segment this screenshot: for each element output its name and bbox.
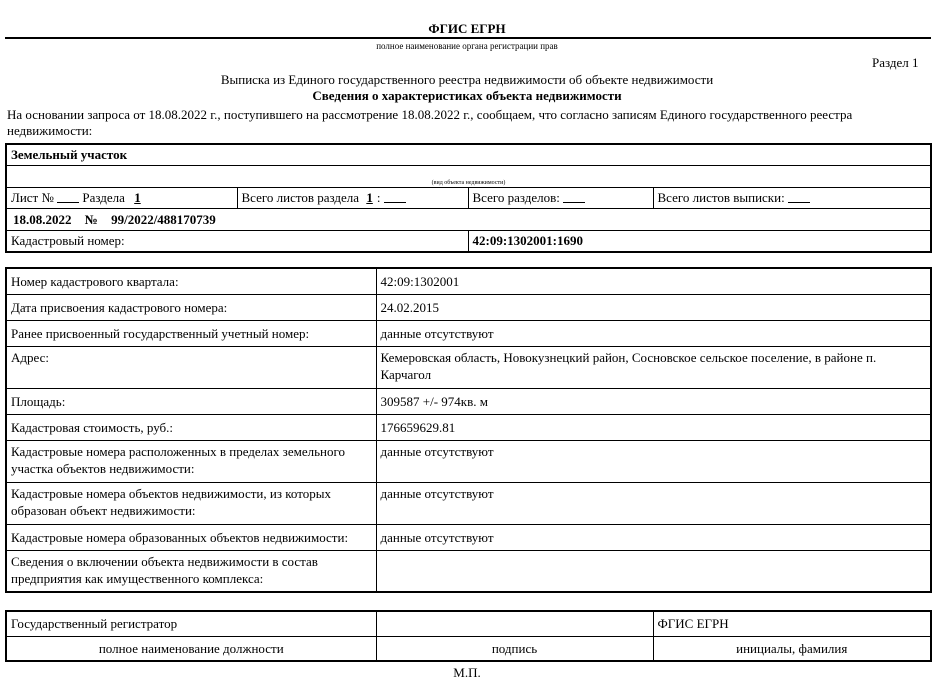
property-label: Ранее присвоенный государственный учетный номер: — [6, 320, 376, 346]
intro-text: На основании запроса от 18.08.2022 г., поступившего на рассмотрение 18.08.2022 г., сообщаем, что согласно записям Единого государственного реестра — [7, 107, 853, 122]
table-row — [6, 414, 931, 440]
property-value: 24.02.2015 — [376, 294, 931, 320]
table-row — [6, 482, 931, 524]
property-value: данные отсутствуют — [376, 524, 931, 550]
total-sheets-label: Всего листов выписки: — [657, 190, 785, 205]
table-row — [6, 388, 931, 414]
table-row — [6, 550, 931, 592]
registrar-position: Государственный регистратор — [6, 611, 376, 636]
date-number-cell — [6, 208, 931, 230]
table-row — [6, 320, 931, 346]
property-value: 309587 +/- 974кв. м — [376, 388, 931, 414]
total-sheets-blank — [788, 190, 810, 203]
section-label: Раздела — [82, 190, 125, 205]
property-label: Дата присвоения кадастрового номера: — [6, 294, 376, 320]
property-value: данные отсутствуют — [376, 320, 931, 346]
stamp-place: М.П. — [453, 665, 481, 680]
signature-field — [376, 611, 653, 636]
property-label: Кадастровые номера образованных объектов недвижимости: — [6, 524, 376, 550]
document-subtitle: Сведения о характеристиках объекта недвижимости — [312, 88, 622, 103]
sheet-number-label: Лист № — [11, 190, 54, 205]
property-value: 176659629.81 — [376, 414, 931, 440]
property-label: Адрес: — [6, 346, 376, 388]
total-sheets-section-blank — [384, 190, 406, 203]
total-sections-blank — [563, 190, 585, 203]
property-value — [376, 550, 931, 592]
organ-underline — [5, 37, 931, 39]
property-value: Кемеровская область, Новокузнецкий район, Сосновское сельское поселение, в районе п. Карчагол — [376, 346, 931, 388]
organ-caption: полное наименование органа регистрации прав — [376, 41, 558, 51]
number-sign: № — [84, 211, 98, 227]
section-value: 1 — [134, 190, 141, 205]
total-sections-cell — [468, 187, 653, 208]
signature-table — [5, 610, 932, 662]
total-sheets-section-value: 1 — [366, 190, 373, 205]
property-label: Кадастровые номера объектов недвижимости, из которых образован объект недвижимости: — [6, 482, 376, 524]
extract-number: 99/2022/488170739 — [111, 211, 216, 227]
cadastral-number-value: 42:09:1302001:1690 — [468, 230, 931, 252]
object-info-table — [5, 143, 932, 253]
property-label: Кадастровая стоимость, руб.: — [6, 414, 376, 440]
name-caption: инициалы, фамилия — [653, 636, 931, 661]
object-type: Земельный участок — [6, 144, 931, 165]
table-row — [6, 294, 931, 320]
property-value: 42:09:1302001 — [376, 268, 931, 294]
position-caption: полное наименование должности — [6, 636, 376, 661]
table-row — [6, 440, 931, 482]
extract-date: 18.08.2022 — [13, 211, 72, 227]
section-number: Раздел 1 — [872, 55, 919, 70]
cadastral-number-label: Кадастровый номер: — [6, 230, 468, 252]
property-label: Сведения о включении объекта недвижимости в состав предприятия как имущественного комплекса: — [6, 550, 376, 592]
total-sections-label: Всего разделов: — [472, 190, 560, 205]
property-label: Площадь: — [6, 388, 376, 414]
table-row — [6, 524, 931, 550]
document-title: Выписка из Единого государственного реестра недвижимости об объекте недвижимости — [220, 72, 714, 87]
sheet-number-blank — [57, 190, 79, 203]
organ-name: ФГИС ЕГРН — [428, 21, 506, 36]
property-label: Номер кадастрового квартала: — [6, 268, 376, 294]
property-label: Кадастровые номера расположенных в пределах земельного участка объектов недвижимости: — [6, 440, 376, 482]
signature-caption: подпись — [376, 636, 653, 661]
table-row — [6, 268, 931, 294]
property-value: данные отсутствуют — [376, 482, 931, 524]
total-sheets-section-cell: Всего листов раздела 1 : — [237, 187, 468, 208]
sheet-number-cell — [6, 187, 237, 208]
total-sheets-section-label: Всего листов раздела — [241, 190, 360, 205]
object-type-caption: (вид объекта недвижимости) — [6, 165, 931, 187]
intro-text-cont: недвижимости: — [7, 123, 93, 138]
total-sheets-cell — [653, 187, 931, 208]
properties-table — [5, 267, 932, 593]
table-row — [6, 346, 931, 388]
registrar-name: ФГИС ЕГРН — [653, 611, 931, 636]
property-value: данные отсутствуют — [376, 440, 931, 482]
